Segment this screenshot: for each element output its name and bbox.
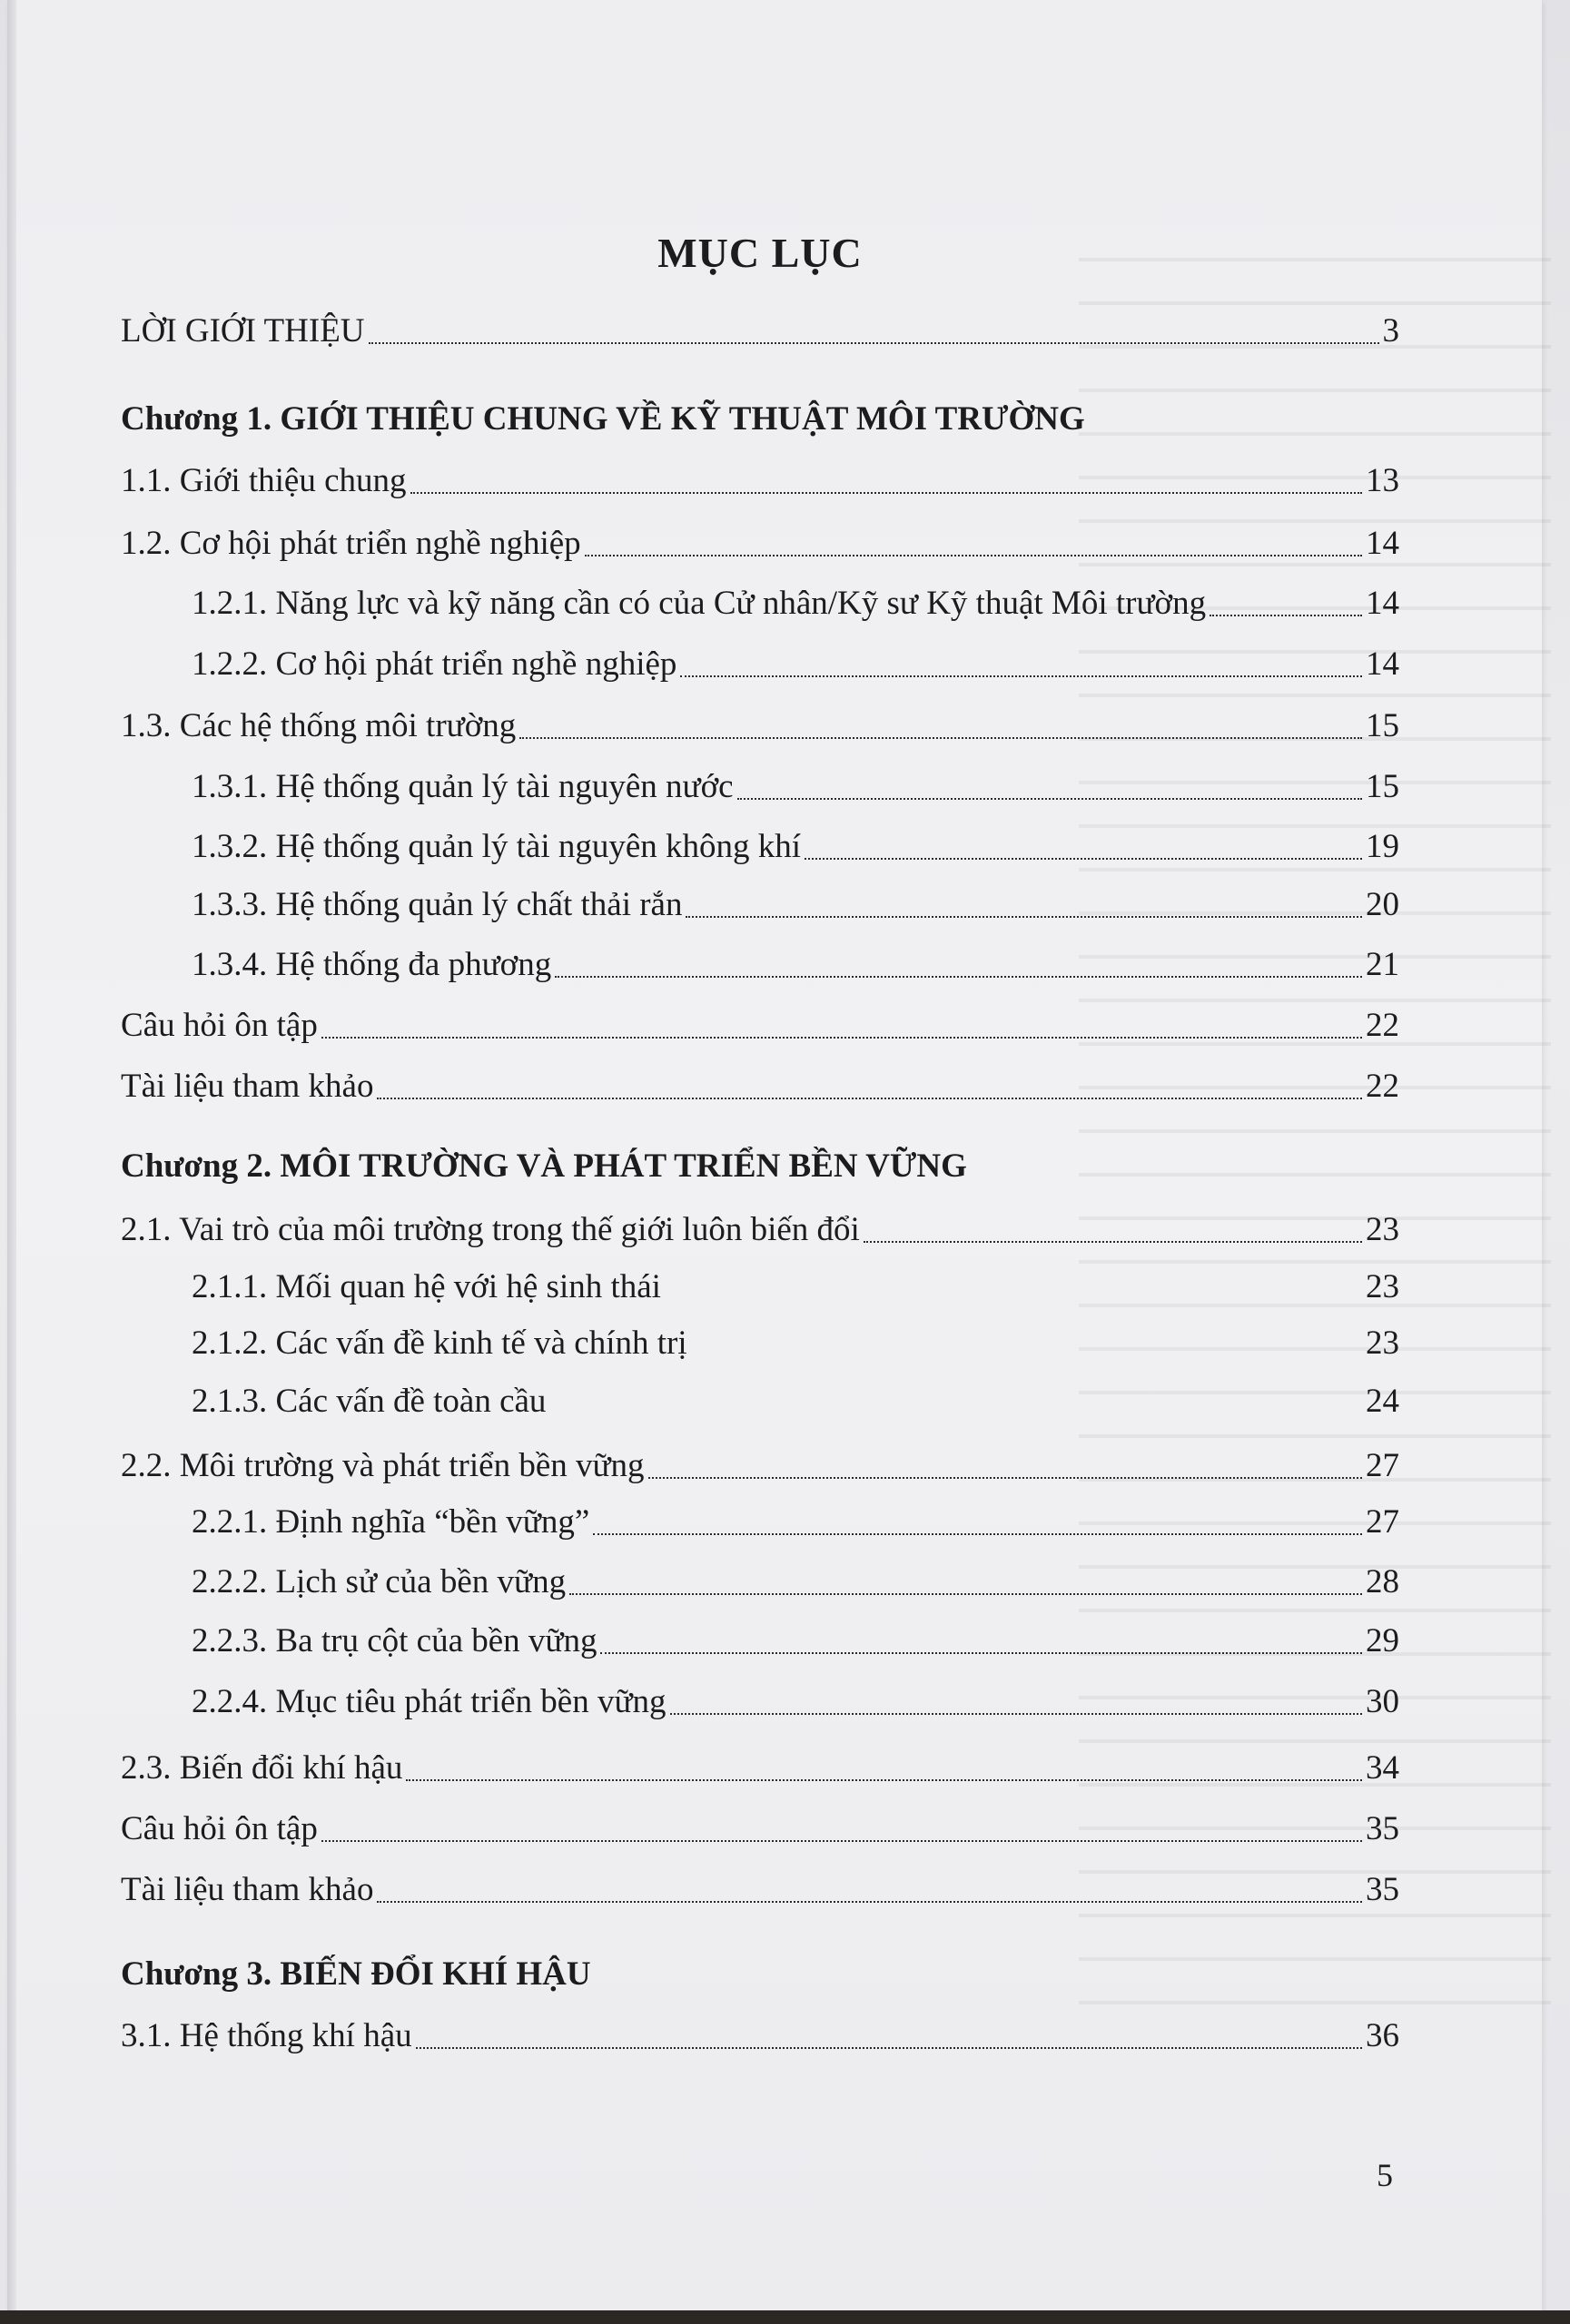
toc-entry-label: 2.2.1. Định nghĩa “bền vững” bbox=[192, 1503, 590, 1541]
toc-entry bbox=[192, 882, 1399, 928]
toc-entry bbox=[121, 1807, 1399, 1852]
leader-dots bbox=[648, 1476, 1362, 1479]
leader-dots bbox=[377, 1097, 1362, 1099]
leader-dots bbox=[519, 736, 1362, 739]
toc-entry bbox=[192, 824, 1399, 870]
toc-entry-page: 30 bbox=[1366, 1683, 1399, 1720]
leader-dots bbox=[585, 554, 1362, 556]
toc-entry-label: 2.1.3. Các vấn đề toàn cầu bbox=[192, 1383, 547, 1420]
toc-entry-page: 23 bbox=[1366, 1268, 1399, 1305]
page-binding-edge bbox=[7, 0, 16, 2310]
toc-entry-label: 2.1.2. Các vấn đề kinh tế và chính trị bbox=[192, 1324, 687, 1362]
toc-entry-label: 1.3.1. Hệ thống quản lý tài nguyên nước bbox=[192, 768, 734, 805]
leader-dots bbox=[665, 1297, 1362, 1300]
toc-entry bbox=[121, 1867, 1399, 1913]
leader-dots bbox=[737, 797, 1362, 800]
toc-entry-page: 23 bbox=[1366, 1324, 1399, 1362]
toc-entry-page: 21 bbox=[1366, 946, 1399, 983]
leader-dots bbox=[805, 857, 1362, 860]
toc-entry-label: 2.2.2. Lịch sử của bền vững bbox=[192, 1563, 567, 1600]
toc-entry-page: 15 bbox=[1366, 768, 1399, 805]
toc-entry-page: 22 bbox=[1366, 1007, 1399, 1044]
leader-dots bbox=[569, 1592, 1362, 1595]
leader-dots bbox=[600, 1651, 1362, 1654]
toc-entry bbox=[192, 1379, 1399, 1424]
toc-entry bbox=[192, 581, 1399, 626]
toc-entry-label: 2.2.3. Ba trụ cột của bền vững bbox=[192, 1622, 597, 1659]
toc-entry-label: 1.3.3. Hệ thống quản lý chất thải rắn bbox=[192, 886, 683, 923]
leader-dots bbox=[406, 1778, 1362, 1781]
toc-entry-page: 14 bbox=[1366, 645, 1399, 683]
toc-entry-label: 2.1.1. Mối quan hệ với hệ sinh thái bbox=[192, 1268, 661, 1305]
toc-entry-page: 23 bbox=[1366, 1211, 1399, 1248]
toc-entry-page: 27 bbox=[1366, 1503, 1399, 1541]
leader-dots bbox=[410, 491, 1363, 494]
toc-entry bbox=[192, 764, 1399, 810]
toc-entry bbox=[192, 1619, 1399, 1664]
leader-dots bbox=[369, 341, 1379, 344]
toc-entry-label: 1.3.4. Hệ thống đa phương bbox=[192, 946, 552, 983]
toc-entry-page: 35 bbox=[1366, 1871, 1399, 1908]
toc-entry-label: Tài liệu tham khảo bbox=[121, 1871, 374, 1908]
toc-entry-page: 22 bbox=[1366, 1068, 1399, 1105]
toc-entry bbox=[192, 1679, 1399, 1725]
toc-entry bbox=[121, 1207, 1399, 1253]
toc-entry-page: 3 bbox=[1382, 312, 1399, 350]
leader-dots bbox=[680, 675, 1362, 677]
leader-dots bbox=[555, 975, 1362, 978]
toc-entry-page: 35 bbox=[1366, 1810, 1399, 1847]
leader-dots bbox=[321, 1036, 1362, 1039]
toc-entry bbox=[192, 942, 1399, 988]
toc-entry-label: Câu hỏi ôn tập bbox=[121, 1810, 318, 1847]
toc-entry-label: 3.1. Hệ thống khí hậu bbox=[121, 2017, 412, 2054]
leader-dots bbox=[549, 1412, 1362, 1414]
toc-entry bbox=[192, 1265, 1399, 1310]
toc-entry bbox=[121, 521, 1399, 566]
chapter-heading: Chương 1. GIỚI THIỆU CHUNG VỀ KỸ THUẬT MÔI TRƯỜNG bbox=[121, 400, 1085, 438]
toc-entry bbox=[192, 1500, 1399, 1545]
toc-entry bbox=[121, 458, 1399, 504]
toc-entry-label: 2.2. Môi trường và phát triển bền vững bbox=[121, 1447, 645, 1484]
toc-entry-label: 1.1. Giới thiệu chung bbox=[121, 462, 407, 499]
toc-entry bbox=[192, 1321, 1399, 1366]
leader-dots bbox=[691, 1354, 1362, 1356]
toc-entry-label: 1.2. Cơ hội phát triển nghề nghiệp bbox=[121, 525, 581, 562]
toc-entry-page: 20 bbox=[1366, 886, 1399, 923]
table-surface bbox=[0, 2310, 1570, 2324]
toc-entry-label: 2.1. Vai trò của môi trường trong thế giới luôn biến đổi bbox=[121, 1211, 860, 1248]
chapter-heading: Chương 3. BIẾN ĐỔI KHÍ HẬU bbox=[121, 1955, 591, 1993]
leader-dots bbox=[670, 1712, 1362, 1715]
toc-entry bbox=[121, 704, 1399, 749]
toc-entry-page: 29 bbox=[1366, 1622, 1399, 1659]
toc-entry-label: 1.2.1. Năng lực và kỹ năng cần có của Cử nhân/Kỹ sư Kỹ thuật Môi trường bbox=[192, 585, 1207, 622]
toc-entry-label: 1.3.2. Hệ thống quản lý tài nguyên không khí bbox=[192, 828, 802, 865]
leader-dots bbox=[1210, 614, 1362, 616]
toc-entry bbox=[121, 1443, 1399, 1489]
toc-entry bbox=[192, 642, 1399, 687]
toc-entry bbox=[121, 1064, 1399, 1109]
toc-entry bbox=[121, 1003, 1399, 1049]
toc-entry-intro bbox=[121, 309, 1399, 354]
page-number: 5 bbox=[1377, 2157, 1393, 2193]
toc-entry-page: 34 bbox=[1366, 1749, 1399, 1787]
chapter-heading: Chương 2. MÔI TRƯỜNG VÀ PHÁT TRIỂN BỀN VỮNG bbox=[121, 1147, 967, 1185]
toc-entry-label: Tài liệu tham khảo bbox=[121, 1068, 374, 1105]
leader-dots bbox=[377, 1900, 1362, 1903]
toc-entry bbox=[192, 1560, 1399, 1605]
toc-entry-label: LỜI GIỚI THIỆU bbox=[121, 312, 365, 350]
toc-entry bbox=[121, 1746, 1399, 1791]
toc-entry-page: 14 bbox=[1366, 525, 1399, 562]
leader-dots bbox=[864, 1240, 1362, 1243]
toc-entry-label: 1.3. Các hệ thống môi trường bbox=[121, 707, 517, 744]
toc-entry-page: 28 bbox=[1366, 1563, 1399, 1600]
leader-dots bbox=[416, 2046, 1362, 2049]
toc-entry-page: 14 bbox=[1366, 585, 1399, 622]
page-title: MỤC LỤC bbox=[657, 230, 863, 276]
toc-entry-label: 1.2.2. Cơ hội phát triển nghề nghiệp bbox=[192, 645, 677, 683]
toc-entry-label: 2.2.4. Mục tiêu phát triển bền vững bbox=[192, 1683, 667, 1720]
book-page bbox=[7, 0, 1542, 2310]
toc-entry-page: 27 bbox=[1366, 1447, 1399, 1484]
leader-dots bbox=[321, 1839, 1362, 1842]
toc-entry-label: 2.3. Biến đổi khí hậu bbox=[121, 1749, 403, 1787]
leader-dots bbox=[686, 915, 1362, 918]
toc-entry-page: 24 bbox=[1366, 1383, 1399, 1420]
toc-entry bbox=[121, 2014, 1399, 2059]
toc-entry-label: Câu hỏi ôn tập bbox=[121, 1007, 318, 1044]
toc-entry-page: 36 bbox=[1366, 2017, 1399, 2054]
toc-entry-page: 13 bbox=[1366, 462, 1399, 499]
leader-dots bbox=[593, 1532, 1362, 1535]
toc-entry-page: 19 bbox=[1366, 828, 1399, 865]
toc-entry-page: 15 bbox=[1366, 707, 1399, 744]
